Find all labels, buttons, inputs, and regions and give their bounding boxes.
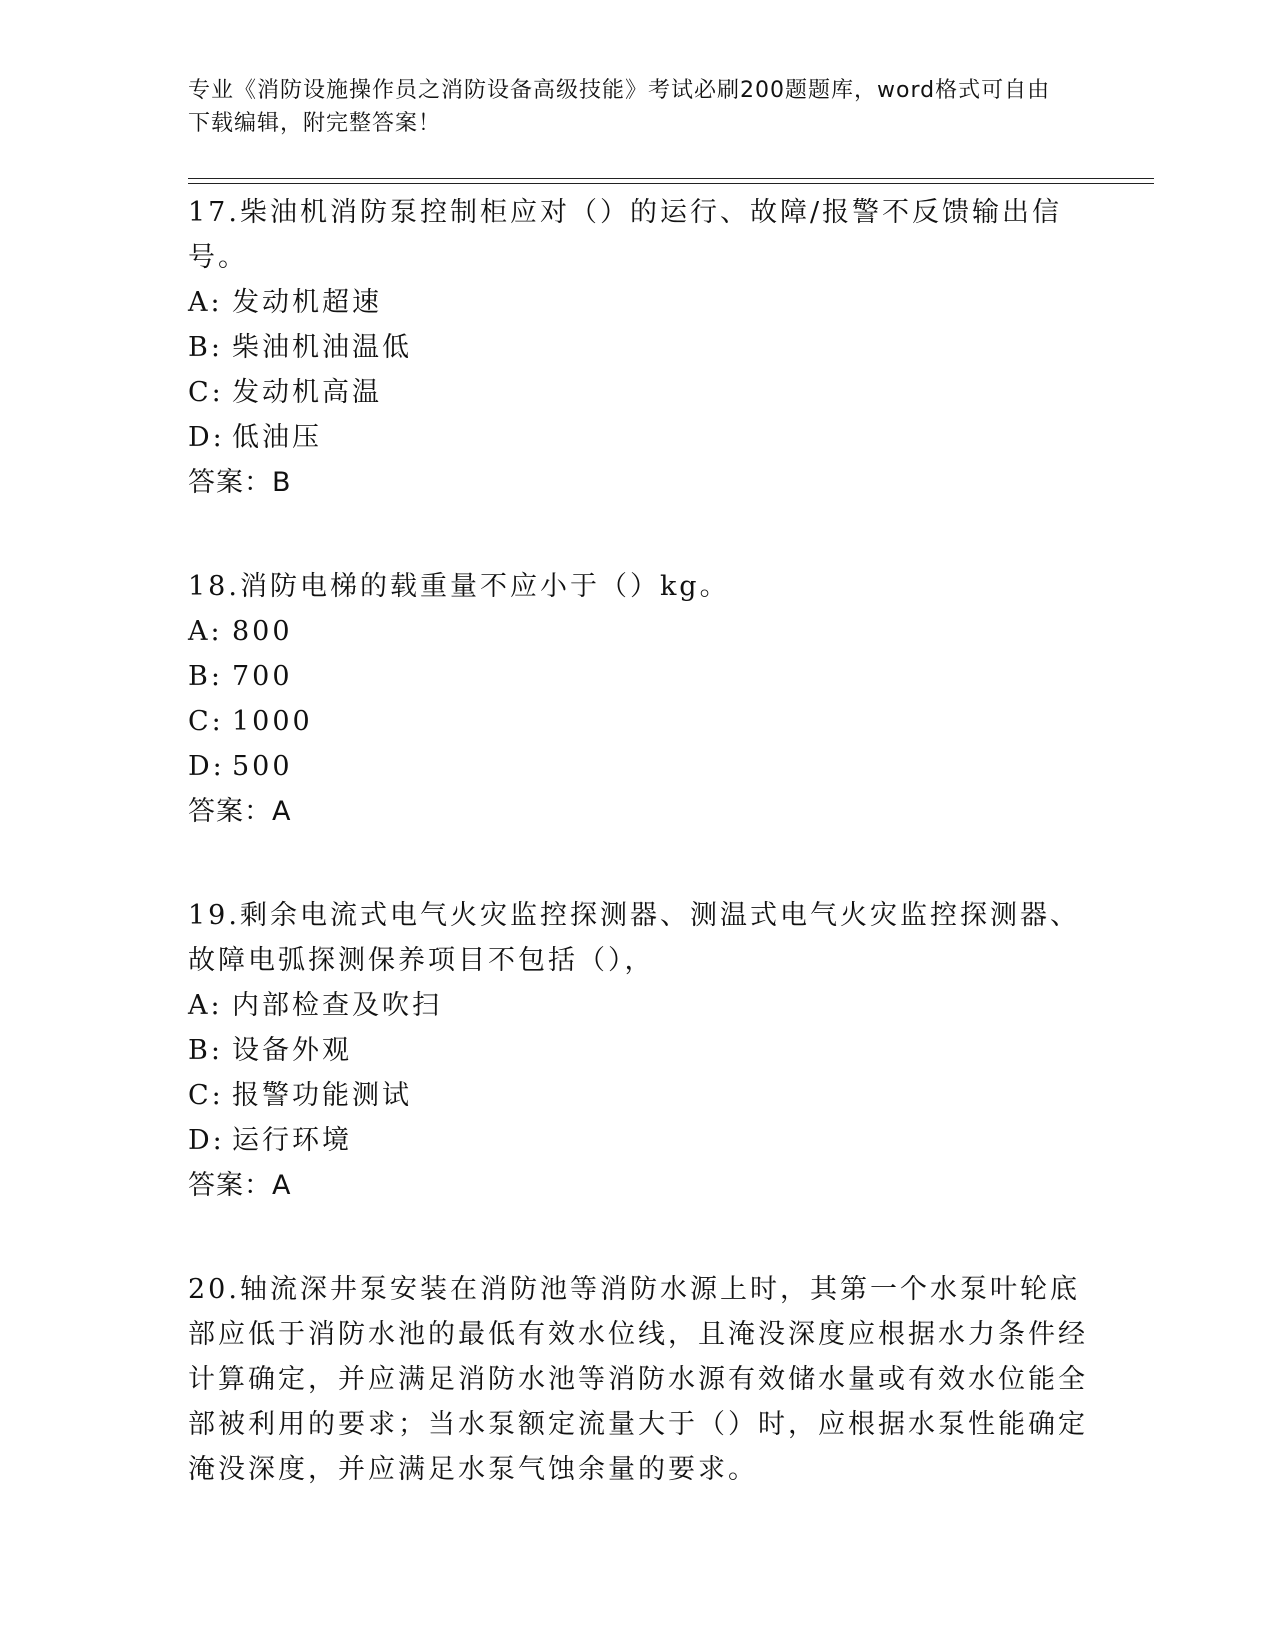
answer-label: 答案： xyxy=(188,467,272,498)
option-letter: D: xyxy=(188,751,225,782)
answer-value: B xyxy=(272,467,292,498)
header-divider-top xyxy=(188,178,1154,179)
option-letter: C: xyxy=(188,706,224,737)
question-19 xyxy=(188,893,1088,1208)
option-b xyxy=(188,325,1088,370)
option-text: 发动机高温 xyxy=(232,377,382,408)
question-text: 18.消防电梯的载重量不应小于（）kg。 xyxy=(188,571,730,602)
option-letter: D: xyxy=(188,422,225,453)
question-text: 19.剩余电流式电气火灾监控探测器、测温式电气火灾监控探测器、故障电弧探测保养项目不包括（）， xyxy=(188,900,1080,976)
question-text: 17.柴油机消防泵控制柜应对（）的运行、故障/报警不反馈输出信号。 xyxy=(188,197,1063,273)
option-a xyxy=(188,983,1088,1028)
option-c xyxy=(188,1073,1088,1118)
header-divider-bottom xyxy=(188,183,1154,184)
option-letter: B: xyxy=(188,1035,223,1066)
answer-label: 答案： xyxy=(188,1170,272,1201)
question-text: 20.轴流深井泵安装在消防池等消防水源上时，其第一个水泵叶轮底部应低于消防水池的最低有效水位线，且淹没深度应根据水力条件经计算确定，并应满足消防水池等消防水源有效储水量或有效水位能全部被利用的要求；当水泵额定流量大于（）时，应根据水泵性能确定淹没深度，并应满足水泵气蚀余量的要求。 xyxy=(188,1274,1088,1485)
answer-label: 答案： xyxy=(188,796,272,827)
option-letter: B: xyxy=(188,661,223,692)
question-18 xyxy=(188,564,1088,834)
option-text: 1000 xyxy=(232,706,313,737)
option-text: 设备外观 xyxy=(232,1035,352,1066)
option-text: 内部检查及吹扫 xyxy=(232,990,442,1021)
question-17 xyxy=(188,190,1088,505)
answer-value: A xyxy=(272,796,292,827)
option-letter: A: xyxy=(188,990,223,1021)
document-header: 专业《消防设施操作员之消防设备高级技能》考试必刷200题题库，word格式可自由下载编辑，附完整答案！ xyxy=(188,78,1051,136)
option-text: 500 xyxy=(232,751,293,782)
option-b xyxy=(188,1028,1088,1073)
option-text: 发动机超速 xyxy=(232,287,382,318)
option-text: 低油压 xyxy=(232,422,322,453)
option-text: 700 xyxy=(232,661,293,692)
answer-line xyxy=(188,1163,1088,1208)
option-c xyxy=(188,699,1088,744)
option-letter: A: xyxy=(188,287,223,318)
option-d xyxy=(188,1118,1088,1163)
option-b xyxy=(188,654,1088,699)
option-c xyxy=(188,370,1088,415)
answer-value: A xyxy=(272,1170,292,1201)
answer-line xyxy=(188,460,1088,505)
question-20 xyxy=(188,1267,1088,1492)
option-letter: D: xyxy=(188,1125,225,1156)
option-text: 运行环境 xyxy=(232,1125,352,1156)
option-a xyxy=(188,280,1088,325)
option-letter: A: xyxy=(188,616,223,647)
option-letter: C: xyxy=(188,1080,224,1111)
option-text: 柴油机油温低 xyxy=(232,332,412,363)
option-letter: C: xyxy=(188,377,224,408)
option-a xyxy=(188,609,1088,654)
option-text: 800 xyxy=(232,616,293,647)
question-list xyxy=(188,190,1088,1551)
answer-line xyxy=(188,789,1088,834)
option-letter: B: xyxy=(188,332,223,363)
option-d xyxy=(188,415,1088,460)
option-text: 报警功能测试 xyxy=(232,1080,412,1111)
option-d xyxy=(188,744,1088,789)
